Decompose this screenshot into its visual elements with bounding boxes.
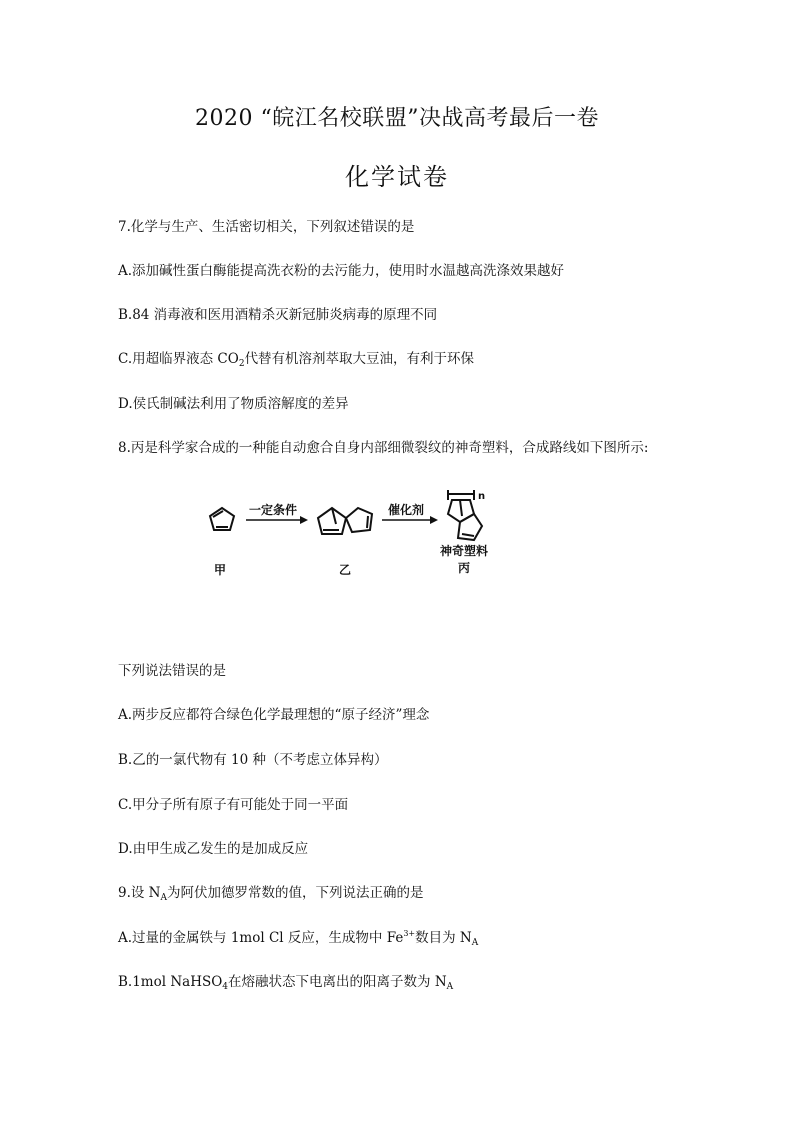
document-subtitle: 化学试卷 bbox=[345, 163, 449, 191]
q8-option-d: D.由甲生成乙发生的是加成反应 bbox=[118, 841, 309, 857]
q8-prompt: 下列说法错误的是 bbox=[118, 663, 226, 679]
q7-option-c-text-2: 代替有机溶剂萃取大豆油，有利于环保 bbox=[244, 351, 475, 367]
q9-option-b-text-2: 在熔融状态下电离出的阳离子数为 N bbox=[228, 974, 447, 990]
cyclopentadiene-structure bbox=[210, 508, 234, 530]
q9-option-a bbox=[118, 926, 478, 948]
reaction-arrow-2 bbox=[382, 516, 438, 524]
label-bing: 丙 bbox=[458, 561, 471, 575]
q9-option-b bbox=[118, 970, 453, 992]
q7-option-d: D.侯氏制碱法利用了物质溶解度的差异 bbox=[118, 396, 349, 412]
q7-option-c-text-1: C.用超临界液态 CO bbox=[118, 351, 239, 367]
q8-option-b: B.乙的一氯代物有 10 种（不考虑立体异构） bbox=[118, 752, 388, 768]
label-yi: 乙 bbox=[339, 563, 352, 577]
q8-option-a: A.两步反应都符合绿色化学最理想的“原子经济”理念 bbox=[118, 707, 430, 723]
q7-stem: 7.化学与生产、生活密切相关，下列叙述错误的是 bbox=[118, 219, 415, 235]
document-title: 2020 “皖江名校联盟”决战高考最后一卷 bbox=[195, 106, 599, 131]
q9-option-a-subscript: A bbox=[471, 938, 479, 948]
reaction-arrow-1 bbox=[246, 516, 308, 524]
polymer-structure bbox=[448, 490, 482, 540]
q7-option-c-subscript: 2 bbox=[238, 359, 245, 369]
arrow-1-condition: 一定条件 bbox=[249, 503, 298, 517]
q9-option-b-text-1: B.1mol NaHSO bbox=[118, 974, 223, 990]
dicyclopentadiene-structure bbox=[318, 508, 372, 534]
synthesis-route-scheme bbox=[196, 484, 506, 584]
product-name: 神奇塑料 bbox=[440, 544, 489, 558]
q9-option-a-superscript: 3+ bbox=[403, 929, 416, 938]
q9-stem-text-1: 9.设 N bbox=[118, 885, 161, 901]
q9-stem bbox=[118, 881, 423, 903]
q8-stem: 8.丙是科学家合成的一种能自动愈合自身内部细微裂纹的神奇塑料，合成路线如下图所示: bbox=[118, 440, 649, 456]
arrow-2-condition: 催化剂 bbox=[388, 503, 425, 517]
q8-option-c: C.甲分子所有原子有可能处于同一平面 bbox=[118, 797, 349, 813]
q9-option-b-subscript-2: A bbox=[446, 982, 454, 992]
label-jia: 甲 bbox=[214, 563, 227, 577]
q9-option-a-text-1: A.过量的金属铁与 1mol Cl 反应，生成物中 Fe bbox=[118, 930, 404, 946]
q9-option-b-subscript-1: 4 bbox=[222, 982, 229, 992]
q7-option-b: B.84 消毒液和医用酒精杀灭新冠肺炎病毒的原理不同 bbox=[118, 307, 438, 323]
q7-option-a: A.添加碱性蛋白酶能提高洗衣粉的去污能力，使用时水温越高洗涤效果越好 bbox=[118, 263, 565, 279]
q9-stem-text-2: 为阿伏加德罗常数的值，下列说法正确的是 bbox=[166, 885, 424, 901]
q9-option-a-text-2: 数目为 N bbox=[415, 930, 472, 946]
q9-stem-subscript: A bbox=[160, 893, 167, 903]
q7-option-c bbox=[118, 347, 474, 369]
polymer-n: n bbox=[478, 491, 486, 502]
